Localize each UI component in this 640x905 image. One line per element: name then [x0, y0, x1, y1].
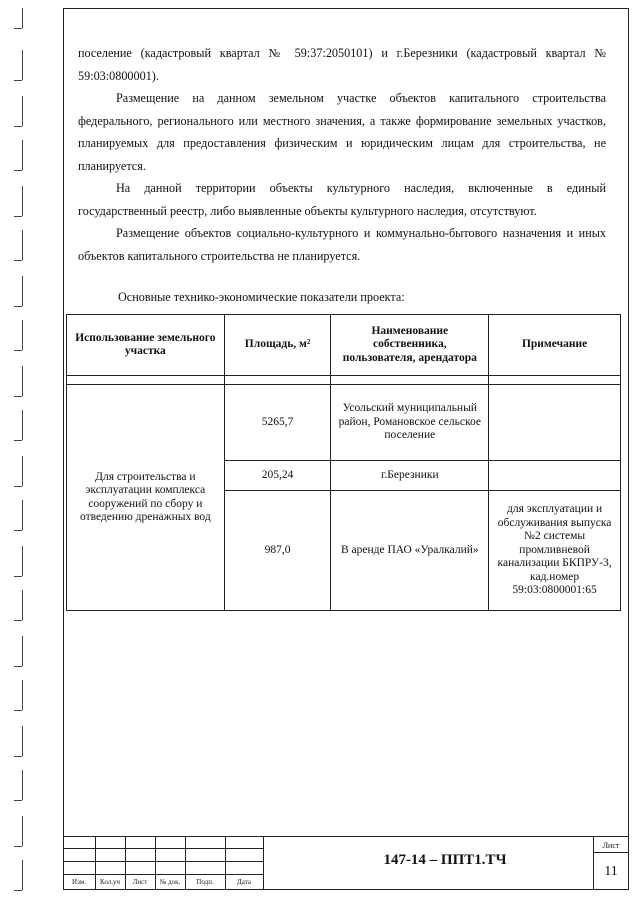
- cell-note: [489, 461, 621, 491]
- col-kol-uch: Кол.уч: [100, 878, 120, 886]
- paragraph-1: поселение (кадастровый квартал № 59:37:2050101) и г.Березники (кадастровый квартал № 59:03:0800001).: [78, 46, 606, 83]
- col-list: Лист: [132, 878, 148, 886]
- col-izm: Изм.: [72, 878, 86, 886]
- cell-owner: г.Березники: [331, 461, 489, 491]
- table-caption: Основные технико-экономические показатели проекта:: [118, 290, 405, 304]
- col-date: Дата: [237, 878, 251, 886]
- table-spacer-row: [67, 376, 621, 385]
- header-area: Площадь, м²: [224, 315, 331, 376]
- sheet-number: 11: [604, 864, 618, 879]
- binding-marks: [0, 0, 30, 905]
- header-land-use: Использование земельного участка: [67, 315, 225, 376]
- sheet-label: Лист: [602, 841, 620, 850]
- paragraph-3: На данной территории объекты культурного наследия, включенные в единый государственный реестр, либо выявленные объекты культурного наследия, отсутствуют.: [78, 181, 606, 218]
- paragraph-2: Размещение на данном земельном участке объектов капитального строительства федерального, регионального или местного значения, а также формирование земельных участков, планируемых для предоставления физическим и юридическим лицам для строительства, не планируется.: [78, 91, 606, 173]
- header-owner: Наименование собственника, пользователя, арендатора: [331, 315, 489, 376]
- col-signature: Подп.: [196, 878, 214, 886]
- title-block: [63, 836, 629, 890]
- paragraph-4: Размещение объектов социально-культурного и коммунально-бытового назначения и иных объектов капитального строительства не планируется.: [78, 226, 606, 263]
- table-row: [67, 385, 621, 461]
- col-doc-no: № док.: [159, 878, 181, 886]
- body-text: [78, 42, 606, 267]
- cell-land-use: Для строительства и эксплуатации комплекса сооружений по сбору и отведению дренажных вод: [67, 385, 225, 611]
- cell-owner: В аренде ПАО «Уралкалий»: [331, 491, 489, 611]
- document-code: 147-14 – ППТ1.ТЧ: [383, 852, 507, 868]
- indicators-table: [66, 314, 621, 611]
- cell-owner: Усольский муниципальный район, Романовское сельское поселение: [331, 385, 489, 461]
- cell-note: [489, 385, 621, 461]
- cell-area: 987,0: [224, 491, 331, 611]
- cell-area: 5265,7: [224, 385, 331, 461]
- cell-note: для эксплуатации и обслуживания выпуска №2 системы промливневой канализации БКПРУ-3, кад.номер 59:03:0800001:65: [489, 491, 621, 611]
- table-header-row: [67, 315, 621, 376]
- cell-area: 205,24: [224, 461, 331, 491]
- header-note: Примечание: [489, 315, 621, 376]
